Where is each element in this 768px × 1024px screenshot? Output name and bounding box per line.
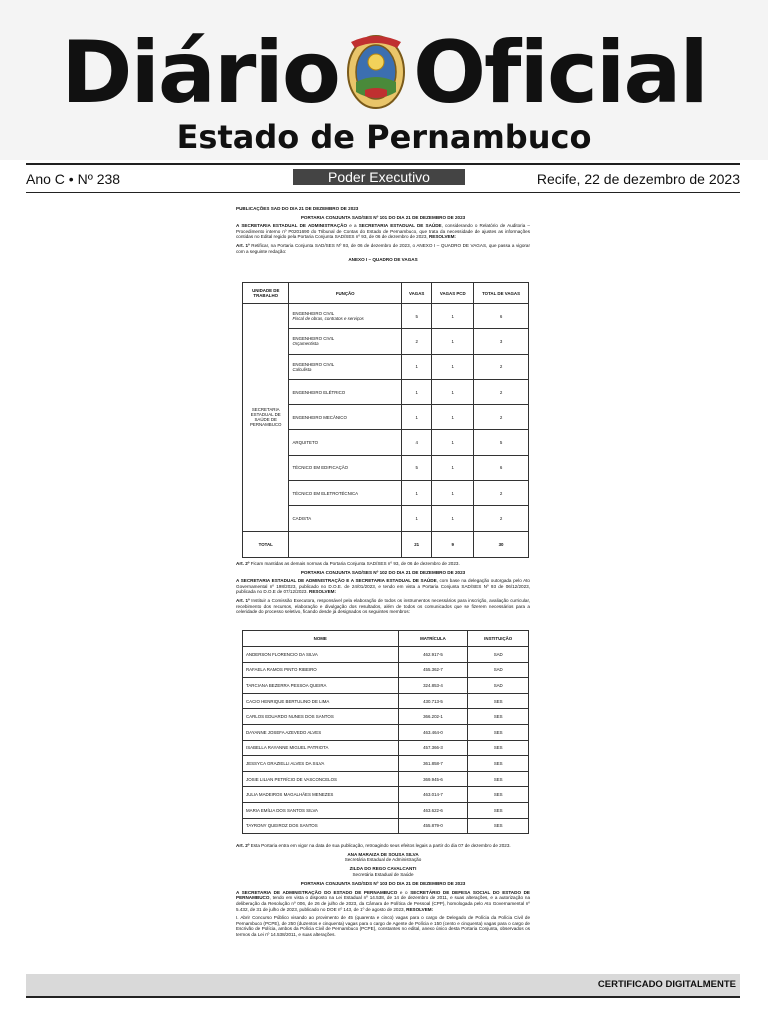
committee-member-row bbox=[243, 693, 529, 709]
member-registration: 455.879-0 bbox=[398, 818, 468, 834]
member-institution: SAD bbox=[468, 678, 529, 694]
total-cell: 3 bbox=[474, 329, 529, 354]
member-registration: 463.622-6 bbox=[398, 802, 468, 818]
function-cell: CADISTA bbox=[289, 506, 401, 531]
newspaper-title bbox=[0, 22, 768, 123]
portaria-102-title: PORTARIA CONJUNTA SAD/SES Nº 102 DO DIA 21 DE DEZEMBRO DE 2023 bbox=[300, 569, 466, 575]
member-registration: 462.917-5 bbox=[398, 647, 468, 663]
member-registration: 324.853-4 bbox=[398, 678, 468, 694]
function-cell: ENGENHEIRO CIVIL Calculista bbox=[289, 354, 401, 379]
portaria-103-title: PORTARIA CONJUNTA SAD/SDS Nº 103 DO DIA 21 DE DEZEMBRO DE 2023 bbox=[300, 881, 466, 887]
member-registration: 369.945-6 bbox=[398, 771, 468, 787]
place-date: Recife, 22 de dezembro de 2023 bbox=[536, 171, 740, 187]
title-word-oficial: Oficial bbox=[412, 22, 707, 123]
total-cell: 2 bbox=[474, 481, 529, 506]
function-cell: TÉCNICO EM EDIFICAÇÃO bbox=[289, 455, 401, 480]
vagas-pcd-cell: 1 bbox=[432, 379, 474, 404]
section-label: Poder Executivo bbox=[293, 169, 465, 185]
vagas-pcd-cell: 1 bbox=[432, 455, 474, 480]
committee-member-row bbox=[243, 709, 529, 725]
pernambuco-coat-of-arms-icon bbox=[345, 32, 407, 114]
portaria-101-intro: A SECRETARIA ESTADUAL DE ADMINISTRAÇÃO e a SECRETARIA ESTADUAL DE SAÚDE, considerando o Relatório de Auditoria – Procedimento interno nº P0201690 do Tribunal de Contas do Estado de Pernambuco, que trata da necessidade de ajustes as informações contidas no Edital regido pela Portaria Conjunta SAD/SES nº 93, de 06 de dezembro de 2023, RESOLVEM: bbox=[236, 223, 530, 240]
member-institution: SAD bbox=[468, 662, 529, 678]
committee-table bbox=[242, 630, 529, 834]
vagas-cell: 5 bbox=[401, 455, 431, 480]
member-institution: SES bbox=[468, 771, 529, 787]
footer-bar bbox=[26, 974, 740, 998]
member-name: TAYRONY QUEIROZ DOS SANTOS bbox=[243, 818, 399, 834]
total-cell: 2 bbox=[474, 354, 529, 379]
vagas-pcd-cell: 1 bbox=[432, 354, 474, 379]
member-institution: SES bbox=[468, 740, 529, 756]
top-rule bbox=[26, 163, 740, 165]
portaria-102-art2: Art. 2º Esta Portaria entra em vigor na data de sua publicação, retroagindo seus efeitos legais a partir do dia 07 de dezembro de 2023. bbox=[236, 843, 511, 848]
member-institution: SES bbox=[468, 693, 529, 709]
member-name: CACIO HENRIQUE BERTULINO DE LIMA bbox=[243, 693, 399, 709]
function-cell: ENGENHEIRO CIVIL Fiscal de obras, contratos e serviços bbox=[289, 304, 401, 329]
member-registration: 366.202-1 bbox=[398, 709, 468, 725]
function-cell: ARQUITETO bbox=[289, 430, 401, 455]
committee-member-row bbox=[243, 678, 529, 694]
total-cell: 2 bbox=[474, 405, 529, 430]
edition-info-row bbox=[26, 169, 740, 189]
member-registration: 455.362-7 bbox=[398, 662, 468, 678]
member-name: RAFAELA RAMOS PINTO RIBEIRO bbox=[243, 662, 399, 678]
member-institution: SES bbox=[468, 709, 529, 725]
total-cell: 6 bbox=[474, 455, 529, 480]
member-institution: SES bbox=[468, 818, 529, 834]
vagas-cell: 5 bbox=[401, 304, 431, 329]
portaria-103-intro: A SECRETARIA DE ADMINISTRAÇÃO DO ESTADO DE PERNAMBUCO e o SECRETÁRIO DE DEFESA SOCIAL DO ESTADO DE PERNAMBUCO, tendo em vista o disposto na Lei Estadual nº 14.538, de 14 de dezembro de 2011, e suas alterações, e a autorização na deliberação da Resolução nº 006, de 26 de julho de 2023, da Câmara de Política de Pessoal (CPP), homologada pelo Ato Governamental nº 5.432, de 31 de julho de 2023, publicado no DOE nº 143, de 1º de agosto de 2023, RESOLVEM: bbox=[236, 889, 530, 912]
member-name: MARIA EMÍLIA DOS SANTOS SILVA bbox=[243, 802, 399, 818]
committee-member-row bbox=[243, 787, 529, 803]
vagas-cell: 1 bbox=[401, 354, 431, 379]
function-cell: ENGENHEIRO CIVIL Orçamentista bbox=[289, 329, 401, 354]
committee-member-row bbox=[243, 818, 529, 834]
vacancy-row bbox=[243, 304, 529, 329]
signature-2: ZILDA DO REGO CAVALCANTI Secretária Estadual de Saúde bbox=[349, 866, 417, 877]
member-name: ANDERSON FLORENCIO DA SILVA bbox=[243, 647, 399, 663]
vagas-pcd-cell: 1 bbox=[432, 329, 474, 354]
vagas-cell: 1 bbox=[401, 506, 431, 531]
edition-number: Ano C • Nº 238 bbox=[26, 171, 121, 187]
portaria-103-item-1: I. Abrir Concurso Público visando ao provimento de 45 (quarenta e cinco) vagas para o cargo de Delegado de Polícia da Polícia Civil de Pernambuco (PCPE), de 250 (duzentos e cinquenta) vagas para o cargo de Agente de Polícia e 150 (cento e cinquenta) vagas para o cargo de Escrivão de Polícia, ambos da Polícia Civil de Pernambuco (PCPE), constantes no edital, anexo único desta Portaria Conjunta, observados os termos da Lei nº 14.538/2011, e suas alterações. bbox=[236, 915, 530, 937]
signature-1: ANA MARAIZA DE SOUSA SILVA Secretária Estadual de Administração bbox=[344, 851, 422, 862]
portaria-101-title: PORTARIA CONJUNTA SAD/SES Nº 101 DO DIA 21 DE DEZEMBRO DE 2023 bbox=[300, 214, 466, 220]
function-cell: ENGENHEIRO MECÂNICO bbox=[289, 405, 401, 430]
publications-header: PUBLICAÇÕES SAD DO DIA 21 DE DEZEMBRO DE 2023 bbox=[236, 206, 359, 211]
portaria-102-art1: Art. 1º Instituir a Comissão Executora, responsável pela elaboração de todos os instrumentos necessários para inscrição, avaliação curricular, recebimento dos recursos, elaboração e divulgação dos resultados, além de todos os comunicados que se fizerem necessários para a celeridade do processo seletivo, ficando desde já designados os seguintes membros: bbox=[236, 597, 531, 615]
portaria-102-intro: A SECRETARIA ESTADUAL DE ADMINISTRAÇÃO E A SECRETARIA ESTADUAL DE SAÚDE, com base na delegação outorgada pelo Ato Governamental nº 198/2023, publicado no D.O.E. de 24/01/2023, e tendo em vista a Portaria Conjunta SAD/SES Nº 93 de 06/12/2023, publicada no D.O.E de 07/12/2023. RESOLVEM: bbox=[236, 578, 530, 595]
total-cell: 2 bbox=[474, 379, 529, 404]
vagas-pcd-cell: 1 bbox=[432, 304, 474, 329]
member-institution: SES bbox=[468, 787, 529, 803]
title-word-diario: Diário bbox=[61, 22, 339, 123]
vagas-pcd-cell: 1 bbox=[432, 430, 474, 455]
committee-table-header: NOME MATRÍCULA INSTITUIÇÃO bbox=[243, 631, 529, 647]
vagas-cell: 1 bbox=[401, 405, 431, 430]
portaria-101-art1: Art. 1º Retificar, na Portaria Conjunta SAD/SES Nº 93, de 06 de dezembro de 2023, o ANEXO I – QUADRO DE VAGAS, que passa a vigorar com a seguinte redação: bbox=[236, 242, 530, 254]
publication-content bbox=[236, 206, 530, 264]
total-cell: 6 bbox=[474, 304, 529, 329]
info-rule bbox=[26, 192, 740, 193]
state-name: Estado de Pernambuco bbox=[176, 118, 592, 156]
committee-member-row bbox=[243, 756, 529, 772]
digital-certification-label: CERTIFICADO DIGITALMENTE bbox=[597, 979, 736, 990]
member-name: JULIA MADEIROS MAGALHÃES MENEZES bbox=[243, 787, 399, 803]
member-institution: SES bbox=[468, 802, 529, 818]
vagas-pcd-cell: 1 bbox=[432, 506, 474, 531]
committee-member-row bbox=[243, 802, 529, 818]
vacancy-table-header: UNIDADE DE TRABALHO FUNÇÃO VAGAS VAGAS PCD TOTAL DE VAGAS bbox=[243, 283, 529, 304]
total-cell: 2 bbox=[474, 506, 529, 531]
vacancy-total-row: TOTAL 21 9 30 bbox=[243, 531, 529, 557]
function-cell: ENGENHEIRO ELÉTRICO bbox=[289, 379, 401, 404]
committee-member-row bbox=[243, 771, 529, 787]
portaria-101-art2: Art. 2º Ficam mantidas as demais normas da Portaria Conjunta SAD/SES nº 93, de 06 de dezembro de 2023. bbox=[236, 561, 460, 566]
unit-cell: SECRETARIA ESTADUAL DE SAÚDE DE PERNAMBUCO bbox=[243, 304, 289, 532]
committee-member-row bbox=[243, 647, 529, 663]
vagas-cell: 4 bbox=[401, 430, 431, 455]
member-institution: SAD bbox=[468, 647, 529, 663]
member-name: JESSYCA GRAZIELLI ALVES DA SILVA bbox=[243, 756, 399, 772]
committee-member-row bbox=[243, 740, 529, 756]
annex-title: ANEXO I – QUADRO DE VAGAS bbox=[348, 257, 418, 263]
masthead bbox=[0, 0, 768, 160]
total-cell: 5 bbox=[474, 430, 529, 455]
portaria-103-section bbox=[236, 843, 530, 941]
vacancy-table bbox=[242, 282, 529, 558]
committee-member-row bbox=[243, 662, 529, 678]
member-name: CARLOS EDUARDO NUNES DOS SANTOS bbox=[243, 709, 399, 725]
member-institution: SES bbox=[468, 724, 529, 740]
function-cell: TÉCNICO EM ELETROTÉCNICA bbox=[289, 481, 401, 506]
member-registration: 457.366-3 bbox=[398, 740, 468, 756]
member-institution: SES bbox=[468, 756, 529, 772]
member-name: JOSIE LILIAN PETRÍCIO DE VASCONCELOS bbox=[243, 771, 399, 787]
portaria-102-section bbox=[236, 561, 530, 618]
member-registration: 463.014-7 bbox=[398, 787, 468, 803]
vagas-cell: 1 bbox=[401, 481, 431, 506]
member-registration: 430.713-5 bbox=[398, 693, 468, 709]
member-registration: 361.858-7 bbox=[398, 756, 468, 772]
member-name: ISABELLA RAYANNE MIGUEL PATRIOTA bbox=[243, 740, 399, 756]
vagas-cell: 2 bbox=[401, 329, 431, 354]
vagas-cell: 1 bbox=[401, 379, 431, 404]
vagas-pcd-cell: 1 bbox=[432, 405, 474, 430]
vagas-pcd-cell: 1 bbox=[432, 481, 474, 506]
committee-member-row bbox=[243, 724, 529, 740]
member-name: DAYANNE JOSEFA AZEVEDO ALVES bbox=[243, 724, 399, 740]
member-name: TARCIANA BEZERRA PESSOA QUEIRA bbox=[243, 678, 399, 694]
member-registration: 463.464-0 bbox=[398, 724, 468, 740]
